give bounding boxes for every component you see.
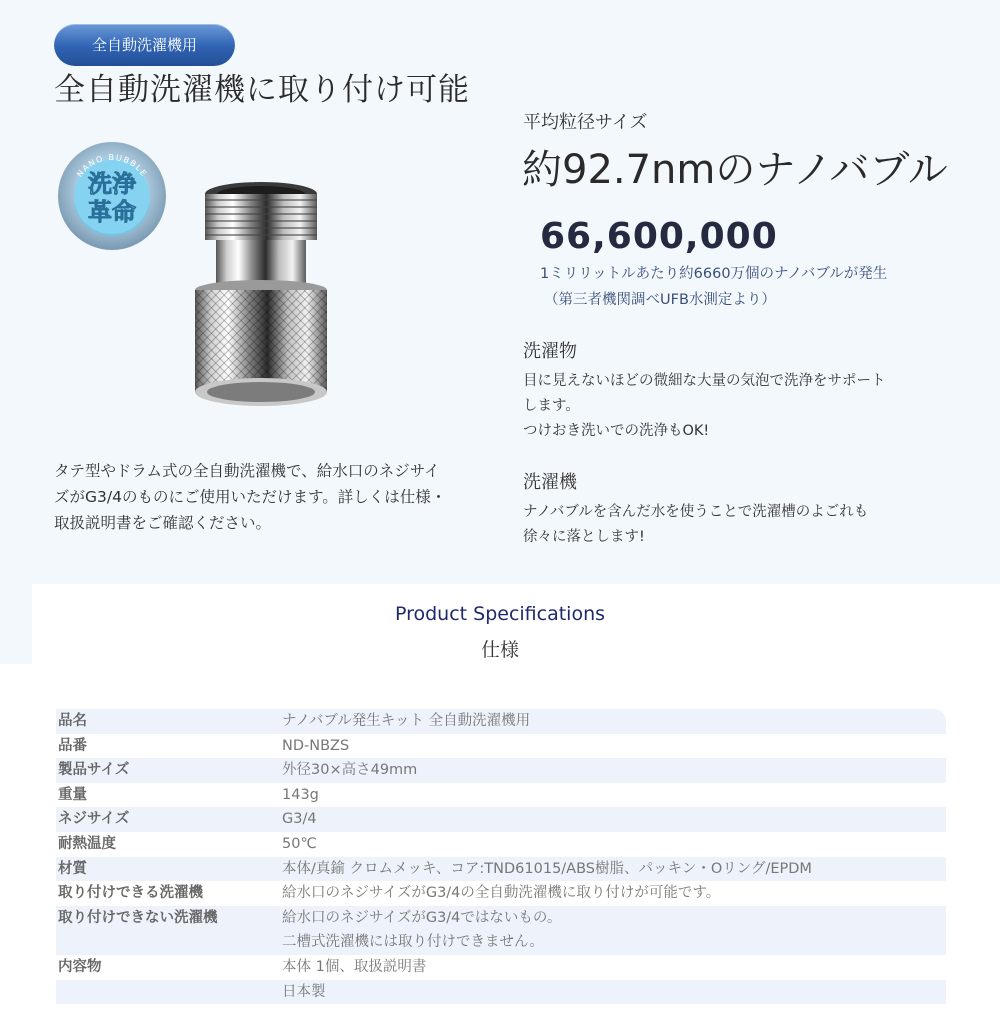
spec-title-en: Product Specifications — [394, 603, 606, 625]
table-row — [56, 857, 946, 882]
spec-key: 取り付けできる洗濯機 — [58, 885, 203, 902]
spec-value: 日本製 — [280, 980, 946, 1005]
badge-line2: 革命 — [88, 198, 136, 226]
spec-value: ナノバブル発生キット 全自動洗濯機用 — [280, 709, 946, 734]
table-row — [56, 758, 946, 783]
spec-key: 品名 — [56, 709, 280, 734]
spec-key: 耐熱温度 — [58, 835, 116, 852]
spec-key — [56, 930, 280, 955]
spec-table — [56, 709, 946, 1004]
spec-value: 50℃ — [282, 835, 317, 852]
product-description: タテ型やドラム式の全自動洗濯機で、給水口のネジサイ ズがG3/4のものにご使用いただけます。詳しくは仕様・ 取扱説明書をご確認ください。 — [54, 462, 447, 532]
spec-key: 材質 — [56, 857, 280, 882]
spec-key: 製品サイズ — [56, 758, 280, 783]
spec-value: 本体 1個、取扱説明書 — [282, 958, 427, 975]
spec-value: ND-NBZS — [282, 737, 350, 754]
particle-size-label: 平均粒径サイズ — [523, 112, 648, 133]
spec-key — [56, 980, 280, 1005]
table-row — [56, 930, 946, 955]
bubble-count: 66,600,000 — [540, 216, 778, 257]
table-row — [56, 807, 946, 832]
spec-title-ja: 仕様 — [480, 639, 519, 661]
spec-key: 取り付けできない洗濯機 — [56, 906, 280, 931]
spec-value: 143g — [282, 786, 319, 803]
table-row — [56, 906, 946, 931]
feature-text-laundry: 目に見えないほどの微細な大量の気泡で洗浄をサポート します。 つけおき洗いでの洗浄もOK! — [523, 373, 886, 439]
spec-value: 給水口のネジサイズがG3/4ではないもの。 — [280, 906, 946, 931]
spec-value: 二槽式洗濯機には取り付けできません。 — [280, 930, 946, 955]
spec-key: ネジサイズ — [56, 807, 280, 832]
product-image — [186, 180, 332, 410]
particle-size-value: 約92.7nmのナノバブル — [522, 147, 948, 193]
spec-key: 品番 — [58, 737, 87, 754]
badge-arc-text: NANO BUBBLE — [75, 152, 149, 179]
category-pill: 全自動洗濯機用 — [54, 24, 235, 66]
spec-value: 給水口のネジサイズがG3/4の全自動洗濯機に取り付けが可能です。 — [282, 885, 721, 902]
badge-line1: 洗浄 — [88, 170, 136, 198]
table-row — [56, 881, 946, 906]
table-row — [56, 783, 946, 808]
table-row — [56, 734, 946, 759]
spec-value: G3/4 — [280, 807, 946, 832]
spec-value: 本体/真鍮 クロムメッキ、コア:TND61015/ABS樹脂、パッキン・Oリング/EPDM — [280, 857, 946, 882]
spec-value: 外径30×高さ49mm — [280, 758, 946, 783]
table-row — [56, 832, 946, 857]
feature-title-machine: 洗濯機 — [523, 472, 577, 493]
page-title: 全自動洗濯機に取り付け可能 — [54, 72, 470, 108]
nano-bubble-badge — [56, 140, 168, 252]
bubble-count-source: （第三者機関調べUFB水測定より） — [544, 292, 776, 308]
table-row — [56, 709, 946, 734]
table-row — [56, 980, 946, 1005]
spec-key: 重量 — [58, 786, 87, 803]
feature-text-machine: ナノバブルを含んだ水を使うことで洗濯槽のよごれも 徐々に落とします! — [523, 504, 869, 545]
spec-key: 内容物 — [58, 958, 102, 975]
bubble-count-note: 1ミリリットルあたり約6660万個のナノバブルが発生 — [540, 266, 888, 282]
table-row — [56, 955, 946, 980]
feature-title-laundry: 洗濯物 — [523, 341, 577, 362]
